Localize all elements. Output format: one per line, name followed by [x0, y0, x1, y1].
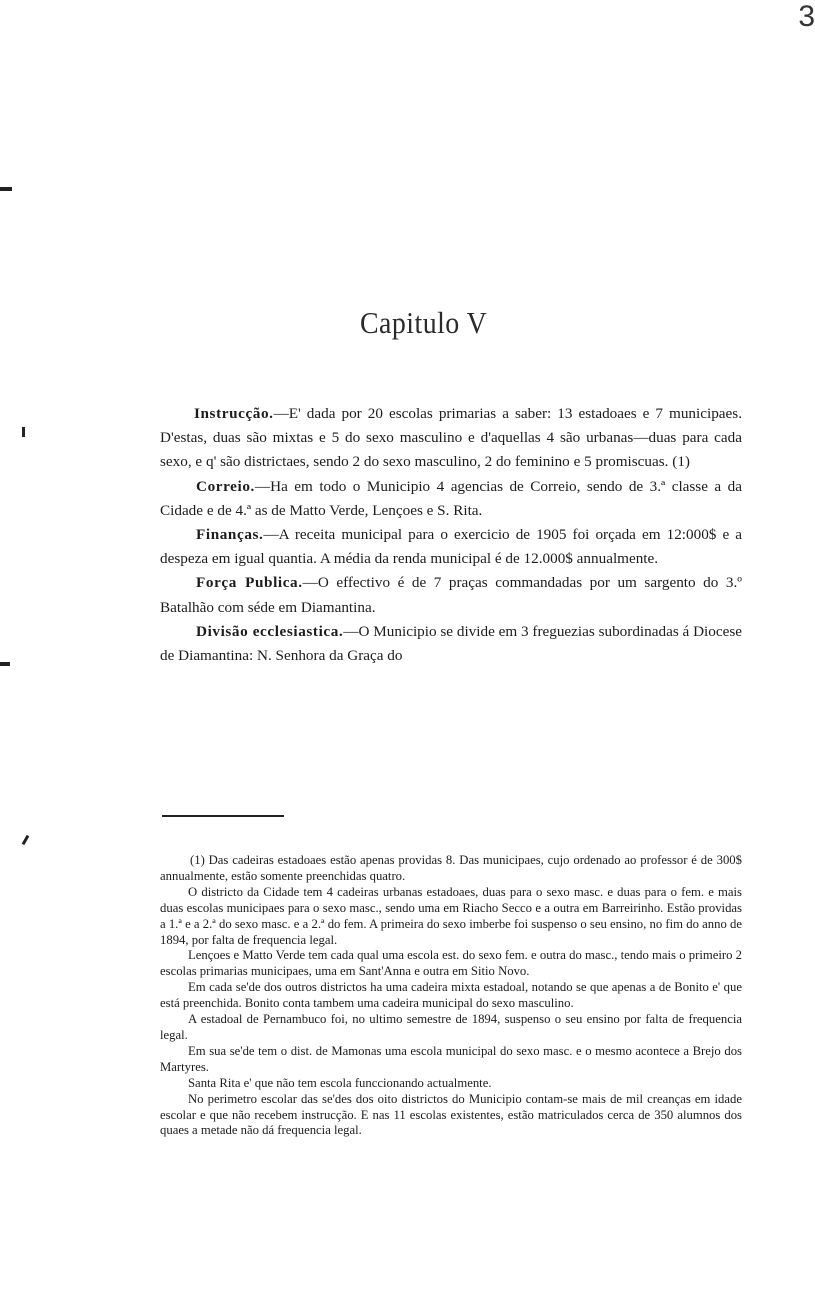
section-text: —Ha em todo o Municipio 4 agencias de Correio, sendo de 3.ª classe a da Cidade e de 4.ª as de Matto Verde, Lençoes e S. Rita.	[160, 477, 742, 519]
section-text: —E' dada por 20 escolas primarias a saber: 13 estadoaes e 7 municipaes. D'estas, duas são mixtas e 5 do sexo masculino e d'aquellas 4 são urbanas—duas para cada sexo, e q' são districtaes, sendo 2 do sexo masculino, 2 do feminino e 5 promiscuas. (1)	[160, 405, 742, 471]
binding-mark	[0, 187, 12, 191]
footnote-paragraph: (1) Das cadeiras estadoaes estão apenas providas 8. Das municipaes, cujo ordenado ao professor é de 300$ annualmente, estão somente preenchidas quatro.	[160, 853, 742, 883]
section-heading: Força Publica.	[196, 574, 303, 592]
footnote-paragraph: No perimetro escolar das se'des dos oito districtos do Municipio contam-se mais de mil creanças em idade escolar e que não recebem instrucção. E nas 11 escolas existentes, estão matriculados cerca de 350 alumnos dos quaes a metade não dá frequencia legal.	[160, 1091, 742, 1138]
section-text: —A receita municipal para o exercicio de 1905 foi orçada em 12:000$ e a despeza em igual quantia. A média da renda municipal é de 12.000$ annualmente.	[160, 526, 742, 568]
section-text: —O effectivo é de 7 praças commandadas por um sargento do 3.º Batalhão com séde em Diamantina.	[160, 574, 742, 616]
section-heading: Divisão ecclesiastica.	[196, 622, 344, 640]
footnote-rule	[162, 815, 284, 817]
paragraph-correio	[160, 475, 742, 523]
section-heading: Finanças.	[196, 526, 264, 544]
footnote-paragraph: A estadoal de Pernambuco foi, no ultimo semestre de 1894, suspenso o seu ensino por falta de frequencia legal.	[160, 1012, 742, 1042]
footnote-paragraph: Lençoes e Matto Verde tem cada qual uma escola est. do sexo fem. e outra do masc., tendo mais o primeiro 2 escolas primarias municipaes, uma em Sant'Anna e outra em Sitio Novo.	[160, 948, 742, 979]
paragraph-divisao-ecclesiastica	[160, 620, 742, 668]
section-heading: Instrucção.	[194, 405, 274, 422]
paragraph-financas	[160, 523, 742, 571]
body-text	[160, 402, 742, 668]
section-text: —O Municipio se divide em 3 freguezias subordinadas á Diocese de Diamantina: N. Senhora da Graça do	[160, 622, 743, 665]
section-heading: Correio.	[196, 477, 255, 495]
footnotes	[160, 853, 742, 1139]
binding-mark	[0, 662, 10, 666]
chapter-title: Capitulo V	[360, 305, 488, 340]
paragraph-instrucao	[160, 402, 742, 475]
page-number: 3	[798, 0, 815, 33]
footnote-paragraph: Em sua se'de tem o dist. de Mamonas uma escola municipal do sexo masc. e o mesmo acontece a Brejo dos Martyres.	[160, 1043, 742, 1074]
margin-mark	[22, 835, 30, 845]
footnote-paragraph: O districto da Cidade tem 4 cadeiras urbanas estadoaes, duas para o sexo masc. e duas para o fem. e mais duas escolas municipaes para o sexo masc., sendo uma em Riacho Secco e a outra em Barreirinho. Estão providas a 1.ª e a 2.ª do sexo masc. e a 2.ª do fem. A primeira do sexo imberbe foi suspenso o seu ensino, no fim do anno de 1894, por falta de frequencia legal.	[160, 884, 742, 947]
paragraph-forca-publica	[160, 571, 742, 619]
footnote-paragraph: Em cada se'de dos outros districtos ha uma cadeira mixta estadoal, notando se que apenas a de Bonito e' que está preenchida. Bonito conta tambem uma cadeira municipal do sexo masculino.	[160, 980, 742, 1011]
footnote-paragraph: Santa Rita e' que não tem escola funccionando actualmente.	[188, 1075, 492, 1090]
margin-mark	[22, 427, 25, 437]
